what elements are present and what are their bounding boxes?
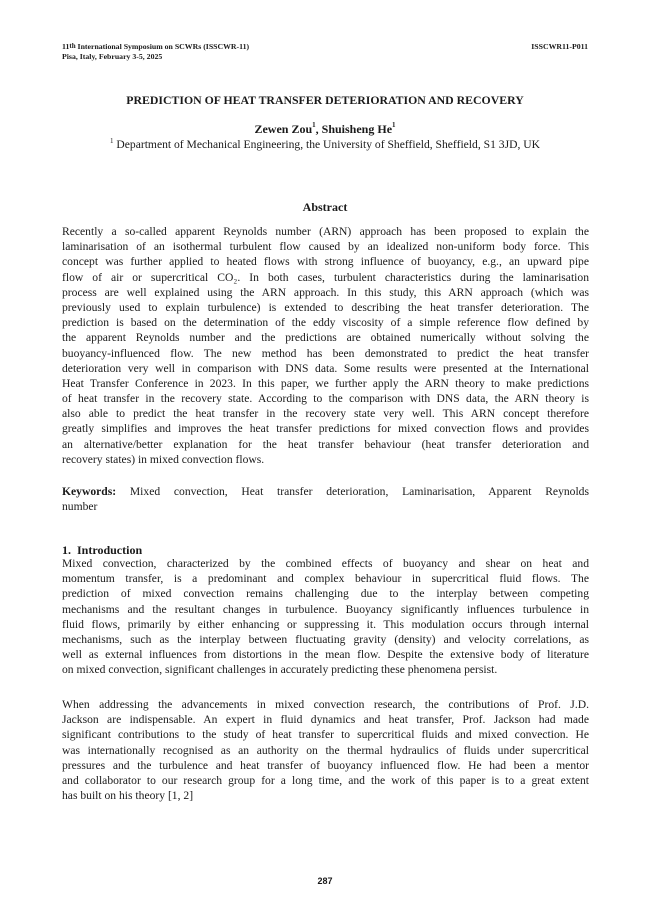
keywords-line: number xyxy=(62,500,98,514)
body-line: was internationally recognised as an authority on the thermal hydraulics of fluids under supercritical xyxy=(62,743,589,757)
conference-title: International Symposium on SCWRs (ISSCWR-11) xyxy=(75,42,250,51)
abstract-line: recovery states) in mixed convection flows. xyxy=(62,452,265,466)
body-line: When addressing the advancements in mixed convection research, the contributions of Prof. J.D. xyxy=(62,698,589,711)
abstract-line: flow of air or supercritical CO₂. In both cases, turbulent characteristics during the laminarisation xyxy=(62,270,589,284)
body-line: well as external influences from distortions in the mean flow. Despite the extensive body of literature xyxy=(62,648,589,662)
author-name: Zewen Zou xyxy=(254,122,313,136)
abstract-line: an alternative/better explanation for the heat transfer behaviour (heat transfer deterioration and xyxy=(62,437,589,451)
conference-header xyxy=(62,42,249,62)
intro-paragraph-2 xyxy=(62,697,589,803)
affiliation-mark: 1 xyxy=(109,137,114,145)
conference-location-date: Pisa, Italy, February 3-5, 2025 xyxy=(62,52,163,61)
conference-number: 11 xyxy=(62,42,70,51)
page-number: 287 xyxy=(317,876,333,886)
abstract-body xyxy=(62,224,589,467)
keywords-line xyxy=(62,484,589,499)
author-affiliation-mark: 1 xyxy=(312,121,316,129)
body-line: fluid flows, primarily by either enhancing or suppressing it. This modulation occurs through internal xyxy=(62,617,589,631)
body-line: on mixed convection, significant challenges in accurately predicting these phenomena persist. xyxy=(62,663,498,677)
keywords-label: Keywords: xyxy=(62,485,117,498)
author-separator: , xyxy=(315,122,322,136)
intro-paragraph-1 xyxy=(62,556,589,678)
section-title: Introduction xyxy=(77,543,143,557)
ordinal-suffix: th xyxy=(69,42,76,50)
abstract-line: also able to predict the heat transfer in the recovery state very well. This ARN concept therefore xyxy=(62,407,589,421)
abstract-line: Heat Transfer Conference in 2023. In this paper, we further apply the ARN theory to make predictions xyxy=(62,376,589,390)
affiliation xyxy=(0,138,650,151)
abstract-line: of heat transfer in the recovery state. According to the comparison with DNS data, the ARN theory is xyxy=(62,392,589,406)
body-line: momentum transfer, is a predominant and complex behaviour in supercritical fluid flows. The xyxy=(62,572,589,586)
keywords-list: Mixed convection, Heat transfer deterioration, Laminarisation, Apparent Reynolds xyxy=(116,485,589,498)
body-line: Mixed convection, characterized by the combined effects of buoyancy and shear on heat and xyxy=(62,557,589,570)
keywords xyxy=(62,484,589,514)
author-name: Shuisheng He xyxy=(321,122,393,136)
body-line: Jackson are indispensable. An expert in fluid dynamics and heat transfer, Prof. Jackson had made xyxy=(62,713,589,727)
abstract-line: buoyancy-influenced flow. The new method has been demonstrated to predict the heat transfer xyxy=(62,346,589,360)
abstract-line: deterioration very well in comparison with DNS data. Some results were presented at the International xyxy=(62,361,589,375)
paper-id: ISSCWR11-P011 xyxy=(531,42,588,51)
abstract-line: Recently a so-called apparent Reynolds number (ARN) approach has been proposed to explain the xyxy=(62,225,589,238)
body-line: and collaborator to our research group for a long time, and the work of this paper is to a great extent xyxy=(62,773,589,787)
affiliation-text: Department of Mechanical Engineering, the University of Sheffield, Sheffield, S1 3JD, UK xyxy=(113,138,540,151)
body-line: significant contributions to the study of heat transfer to supercritical fluids and mixed convection. He xyxy=(62,728,589,742)
abstract-line: the apparent Reynolds number and the predictions are obtained numerically without solving the xyxy=(62,331,589,345)
body-line: mechanisms and the resultant changes in turbulence. Buoyancy significantly influences turbulence in xyxy=(62,602,589,616)
abstract-line: process are well explained using the ARN approach. In this study, this ARN approach (which was xyxy=(62,285,589,299)
abstract-line: prediction is based on the determination of the eddy viscosity of a simple reference flow defined by xyxy=(62,316,589,330)
author-affiliation-mark: 1 xyxy=(392,121,396,129)
abstract-line: laminarisation of an isothermal turbulent flow caused by an idealized non-uniform body force. This xyxy=(62,240,589,254)
body-line: mechanisms, such as the interplay between fluctuating gravity (density) and velocity correlations, as xyxy=(62,632,589,646)
body-line: prediction of mixed convection remains challenging due to the interplay between competing xyxy=(62,587,589,601)
abstract-line: concept was further applied to heated flows with strong influence of buoyancy, e.g., an upward pipe xyxy=(62,255,589,269)
abstract-line: greatly simplifies and improves the heat transfer predictions for mixed convection flows and provides xyxy=(62,422,589,436)
abstract-heading: Abstract xyxy=(302,200,348,214)
author-list xyxy=(0,122,650,137)
body-line: pressures and the turbulence and heat transfer of buoyancy influenced flow. He had been a mentor xyxy=(62,758,589,772)
abstract-line: previously used to explain turbulence) is extended to describing the heat transfer deterioration. The xyxy=(62,300,589,314)
section-number: 1. xyxy=(62,543,71,557)
body-line: has built on his theory [1, 2] xyxy=(62,789,194,803)
conference-name xyxy=(62,42,249,52)
paper-title: PREDICTION OF HEAT TRANSFER DETERIORATION AND RECOVERY xyxy=(126,93,524,107)
